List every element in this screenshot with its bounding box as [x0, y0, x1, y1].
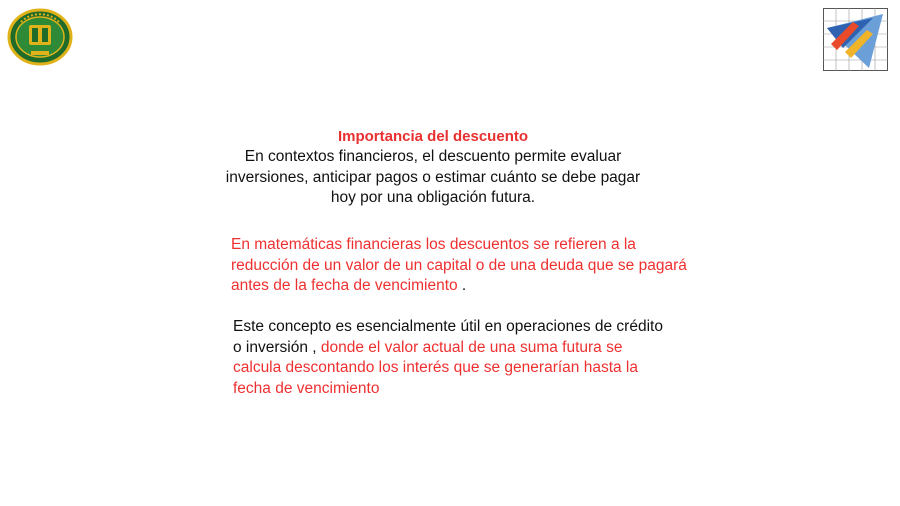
definition-text: En matemáticas financieras los descuentos se refieren a la reducción de un valor de un capital o de una deuda que se pagará antes de la fecha de vencimiento [231, 236, 687, 294]
slide-heading: Importancia del descuento [337, 128, 529, 145]
usage-text-black: Este concepto es esencialmente útil en operaciones de crédito o inversión , [233, 318, 663, 356]
usage-paragraph [233, 317, 663, 399]
intro-paragraph: En contextos financieros, el descuento permite evaluar inversiones, anticipar pagos o estimar cuánto se debe pagar hoy por una obligación futura. [225, 148, 641, 206]
definition-trailing-period: . [457, 277, 467, 294]
definition-paragraph [231, 235, 691, 297]
usage-text-red: donde el valor actual de una suma futura se calcula descontando los interés que se generarían hasta la fecha de vencimiento [233, 338, 638, 397]
finance-arrows-logo-icon [823, 8, 888, 71]
university-seal-icon [7, 8, 73, 66]
